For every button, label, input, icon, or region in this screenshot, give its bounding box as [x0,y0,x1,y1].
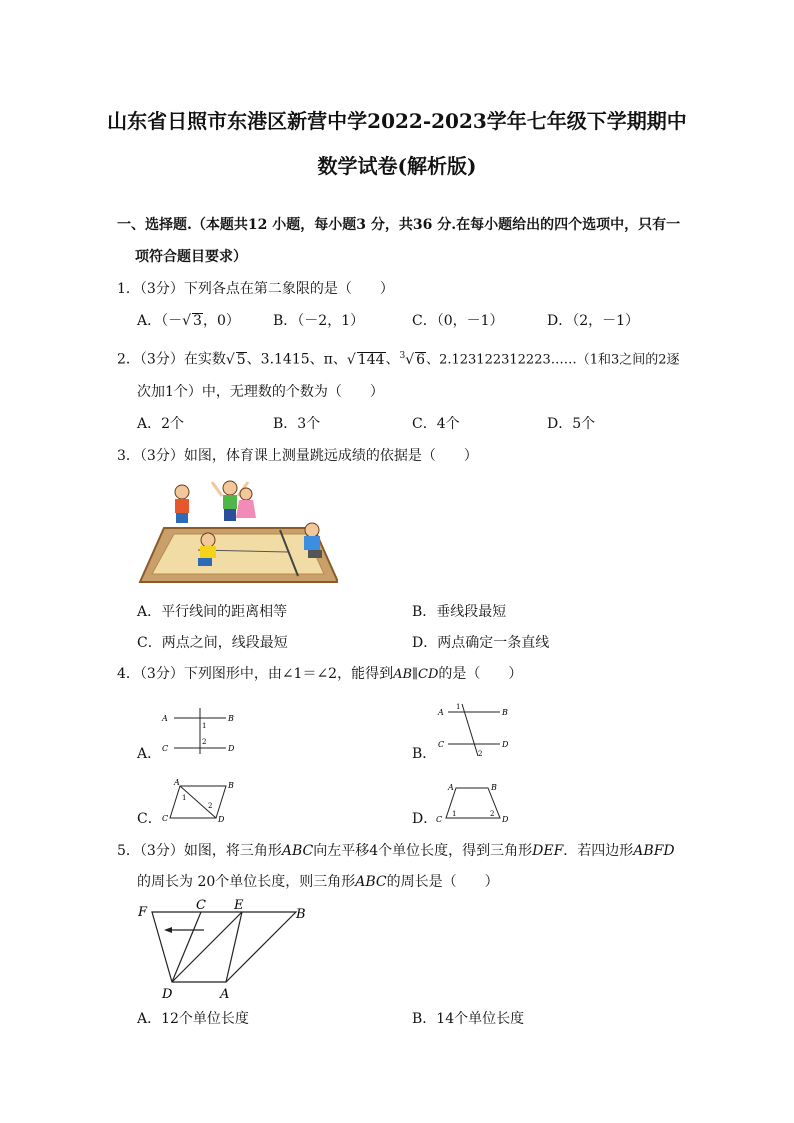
sand-area [152,534,324,574]
label-c: C [436,815,443,824]
q4-option-b: B． [412,746,437,762]
q4-stem-pre: 4．（3分）下列图形中，由∠1＝∠2，能得到 [117,666,394,682]
label-e: E [234,898,244,913]
long-jump-illustration [138,478,338,584]
q4-option-c: C． [137,811,162,827]
label-c: C [438,740,445,749]
kid-head [175,485,189,499]
q3-option-a: A．平行线间的距离相等 [137,604,288,620]
label-d: D [218,815,225,824]
q4-figure-a [160,706,244,756]
kid-pants [176,513,188,523]
q4-figure-d [436,780,520,826]
label-a: A [220,987,230,1002]
angle-2-label: 2 [202,738,207,746]
q5-stem-part5: 的周长是（ ） [386,874,499,890]
angle-1-label: 1 [182,794,187,802]
q5-translation-figure [134,896,314,1002]
q5-stem [117,842,675,860]
q5-abc: ABC [355,874,387,890]
label-f: F [138,905,148,920]
q1-option-d: D．（2，－1） [547,313,640,329]
q5-def: DEF [532,843,564,859]
label-b: B [502,708,508,717]
label-c: C [162,814,169,823]
label-d: D [228,744,235,753]
q5-stem-cont [137,873,499,891]
label-a: A [162,714,168,723]
kid-head [223,481,237,495]
q1-option-c: C．（0，－1） [412,313,504,329]
q5-stem-part2: 向左平移4个单位长度，得到三角形 [313,843,533,859]
label-d: D [502,815,509,824]
q5-stem-part1: 5．（3分）如图，将三角形 [117,843,282,859]
q2-stem-cont: 次加1个）中，无理数的个数为（ ） [137,384,384,400]
q4-option-a: A． [137,746,162,762]
section-heading: 一、选择题.（本题共12 小题，每小题3 分，共36 分.在每小题给出的四个选项中，只有一 [117,217,681,233]
q1-option-a [137,312,240,330]
q4-figure-b [436,700,520,760]
q2-radicand-1: 5 [236,351,246,368]
sqrt-symbol: √ [405,351,415,368]
angle-2-label: 2 [490,810,495,818]
page-title: 山东省日照市东港区新营中学2022-2023学年七年级下学期期中 [107,109,687,133]
q1-stem: 1．（3分）下列各点在第二象限的是（ ） [117,281,394,297]
kid-head [240,488,252,500]
q3-option-b: B．垂线段最短 [412,604,507,620]
label-a: A [174,778,180,787]
kid-head [305,523,319,537]
sqrt-symbol: √ [225,351,235,368]
kid-pants [198,558,212,566]
label-d: D [162,987,173,1002]
q5-abfd: ABFD [633,843,675,859]
q2-option-c: C．4个 [412,416,460,432]
q5-option-b: B．14个单位长度 [412,1011,525,1027]
q5-abc: ABC [281,843,314,859]
q3-option-c: C．两点之间，线段最短 [137,635,288,651]
kid-dress [236,500,256,518]
q2-stem-part4: 、2.123122312223……（1和3之间的2逐 [426,352,680,368]
q3-option-d: D．两点确定一条直线 [412,635,550,651]
q1-option-a-pre: A．（－ [137,313,183,329]
kid-shirt [304,536,320,550]
q1-option-a-post: ，0） [202,313,240,329]
label-a: A [448,783,454,792]
label-d: D [502,740,509,749]
angle-1-label: 1 [452,810,457,818]
label-c: C [196,898,206,913]
q3-stem: 3．（3分）如图，体育课上测量跳远成绩的依据是（ ） [117,448,478,464]
angle-2-label: 2 [208,802,213,810]
label-a: A [438,708,444,717]
page-subtitle: 数学试卷(解析版) [317,154,477,178]
q2-stem-part3: 、 [385,351,400,368]
q5-stem-part4: 的周长为 20个单位长度，则三角形 [137,874,356,890]
q4-option-d: D． [412,811,438,827]
section-heading-cont: 项符合题目要求） [135,249,247,265]
kid-shirt [223,495,237,509]
q2-option-d: D．5个 [547,416,596,432]
kid-pants [308,550,322,558]
cube-root-index: 3 [399,351,406,361]
label-c: C [162,744,169,753]
q4-figure-c [160,778,244,824]
kid-pants [224,509,236,521]
q5-option-a: A．12个单位长度 [137,1011,249,1027]
q2-option-b: B．3个 [273,416,321,432]
q4-stem [117,665,522,684]
q2-stem [117,347,680,370]
label-b: B [228,781,234,790]
angle-2-label: 2 [478,750,483,758]
q2-radicand-2: 144 [357,351,385,368]
q4-stem-post: 的是（ ） [438,666,523,682]
label-b: B [491,783,497,792]
q5-stem-part3: ．若四边形 [563,843,634,859]
label-b: B [296,907,306,922]
kid-shirt [200,546,216,558]
sqrt-symbol: √ [182,313,192,329]
q2-radicand-3: 6 [416,351,426,368]
label-b: B [228,714,234,723]
sqrt-symbol: √ [346,351,356,368]
q1-option-b: B．（－2，1） [273,313,365,329]
q2-stem-part1: 2．（3分）在实数 [117,351,226,368]
q2-option-a: A．2个 [137,416,185,432]
angle-1-label: 1 [202,722,207,730]
kid-shirt [175,499,189,513]
angle-1-label: 1 [456,703,461,711]
q4-stem-parallel: AB∥CD [393,667,439,682]
kid-head [201,533,215,547]
q2-stem-part2: 、3.1415、π、 [246,351,347,368]
q1-option-a-radicand: 3 [193,313,202,329]
